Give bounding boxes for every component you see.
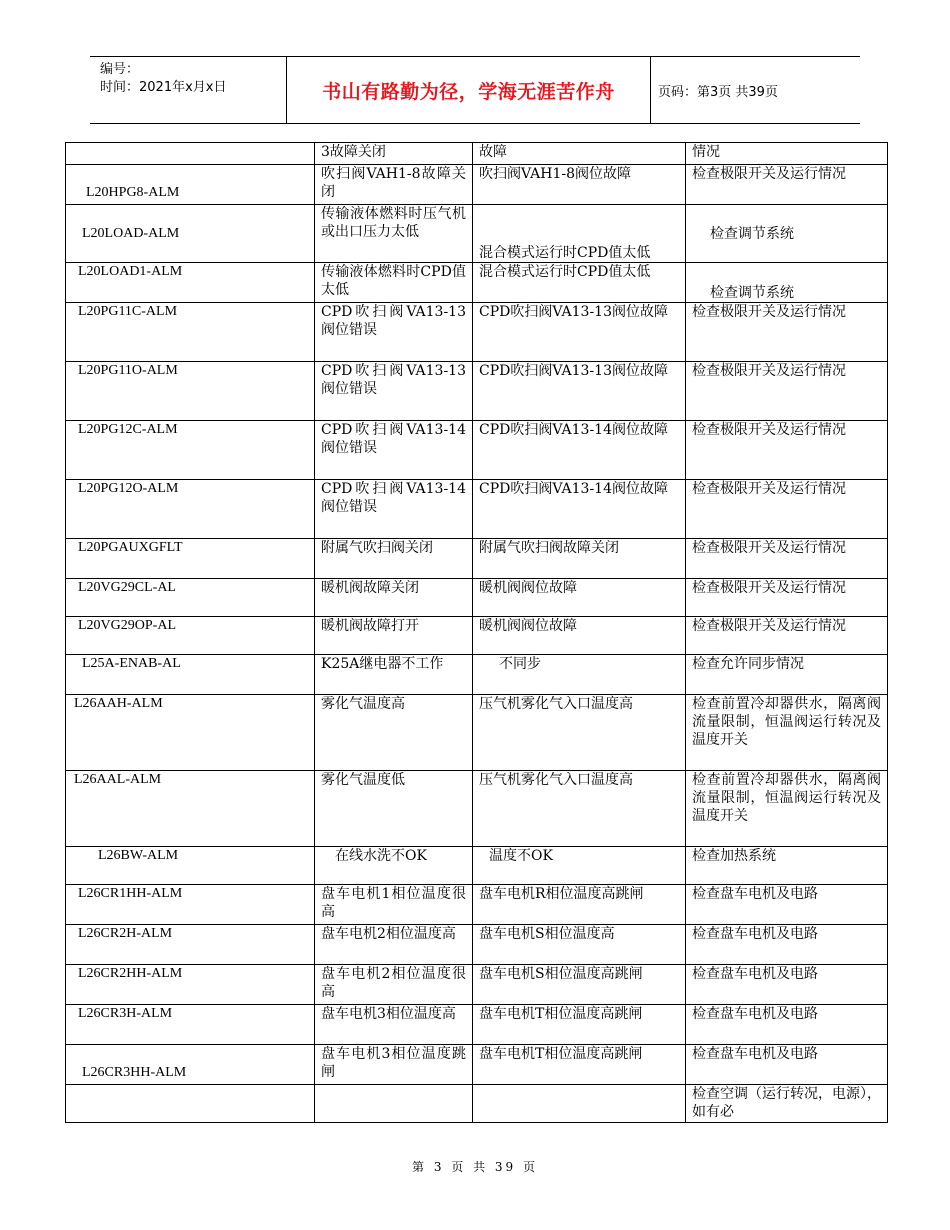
alarm-code-cell: L26CR1HH-ALM [66,885,315,925]
alarm-action-cell: 检查盘车电机及电路 [686,925,888,965]
alarm-cause-cell: 盘车电机S相位温度高跳闸 [473,965,686,1005]
table-row [66,205,888,263]
table-row [66,885,888,925]
table-row [66,1085,888,1123]
alarm-code-cell: L26CR3HH-ALM [66,1045,315,1085]
table-row [66,965,888,1005]
table-row [66,695,888,771]
alarm-action-cell: 检查极限开关及运行情况 [686,303,888,362]
table-row [66,263,888,303]
table-row [66,303,888,362]
alarm-description-cell: K25A继电器不工作 [315,655,473,695]
alarm-description-cell: 雾化气温度高 [315,695,473,771]
alarm-cause-cell: 盘车电机S相位温度高 [473,925,686,965]
alarm-action-cell: 检查极限开关及运行情况 [686,421,888,480]
time-label: 时间：2021年x月x日 [100,80,227,95]
page-footer [0,1158,950,1175]
alarm-description-cell: 盘车电机3相位温度高 [315,1005,473,1045]
alarm-code-cell: L20PG11O-ALM [66,362,315,421]
alarm-action-cell: 检查前置冷却器供水，隔离阀流量限制，恒温阀运行转况及温度开关 [686,771,888,847]
alarm-action-cell: 检查极限开关及运行情况 [686,362,888,421]
header-motto: 书山有路勤为径，学海无涯苦作舟 [322,80,615,103]
alarm-cause-cell: CPD吹扫阀VA13-14阀位故障 [473,421,686,480]
alarm-action-cell: 检查极限开关及运行情况 [686,617,888,655]
alarm-cause-cell: 压气机雾化气入口温度高 [473,695,686,771]
alarm-table [65,142,888,1123]
alarm-code-cell: L20LOAD-ALM [66,205,315,263]
alarm-action-cell: 检查盘车电机及电路 [686,1005,888,1045]
alarm-code-cell: L20HPG8-ALM [66,165,315,205]
alarm-action-cell: 检查调节系统 [686,205,888,263]
alarm-code-cell: L26AAL-ALM [66,771,315,847]
alarm-action-cell: 检查调节系统 [686,263,888,303]
table-row [66,165,888,205]
table-row [66,421,888,480]
alarm-cause-cell: 吹扫阀VAH1-8阀位故障 [473,165,686,205]
alarm-cause-cell: CPD吹扫阀VA13-14阀位故障 [473,480,686,539]
alarm-cause-cell: CPD吹扫阀VA13-13阀位故障 [473,362,686,421]
header-meta [100,61,226,97]
alarm-code-cell: L20VG29CL-AL [66,579,315,617]
alarm-cause-cell: 混合模式运行时CPD值太低 [473,263,686,303]
alarm-description-cell: 3故障关闭 [315,143,473,165]
alarm-action-cell: 检查极限开关及运行情况 [686,579,888,617]
alarm-description-cell: 雾化气温度低 [315,771,473,847]
header-page-number: 页码：第3页 共39页 [658,84,778,100]
table-row [66,655,888,695]
alarm-action-cell: 检查盘车电机及电路 [686,1045,888,1085]
alarm-action-cell: 检查空调（运行转况，电源），如有必 [686,1085,888,1123]
table-row [66,771,888,847]
serial-label: 编号： [100,62,140,77]
alarm-code-cell: L25A-ENAB-AL [66,655,315,695]
alarm-action-cell: 检查允许同步情况 [686,655,888,695]
alarm-cause-cell: 盘车电机T相位温度高跳闸 [473,1005,686,1045]
alarm-cause-cell [473,1085,686,1123]
table-row [66,1005,888,1045]
alarm-cause-cell: 不同步 [473,655,686,695]
alarm-code-cell: L20PG12C-ALM [66,421,315,480]
alarm-description-cell [315,1085,473,1123]
alarm-description-cell: CPD吹扫阀VA13-14阀位错误 [315,421,473,480]
alarm-description-cell: 盘车电机3相位温度跳闸 [315,1045,473,1085]
alarm-action-cell: 检查加热系统 [686,847,888,885]
alarm-code-cell [66,143,315,165]
table-row [66,539,888,579]
table-row [66,1045,888,1085]
alarm-code-cell: L26CR2HH-ALM [66,965,315,1005]
alarm-action-cell: 检查盘车电机及电路 [686,965,888,1005]
table-row [66,143,888,165]
alarm-code-cell: L20VG29OP-AL [66,617,315,655]
alarm-description-cell: 盘车电机2相位温度高 [315,925,473,965]
alarm-cause-cell: 压气机雾化气入口温度高 [473,771,686,847]
table-row [66,925,888,965]
alarm-cause-cell: 混合模式运行时CPD值太低 [473,205,686,263]
alarm-action-cell: 情况 [686,143,888,165]
alarm-code-cell: L20PGAUXGFLT [66,539,315,579]
alarm-description-cell: CPD吹扫阀VA13-13阀位错误 [315,362,473,421]
alarm-action-cell: 检查极限开关及运行情况 [686,480,888,539]
alarm-cause-cell: 温度不OK [473,847,686,885]
alarm-description-cell: CPD吹扫阀VA13-13阀位错误 [315,303,473,362]
alarm-cause-cell: CPD吹扫阀VA13-13阀位故障 [473,303,686,362]
alarm-description-cell: 附属气吹扫阀关闭 [315,539,473,579]
alarm-cause-cell: 故障 [473,143,686,165]
alarm-code-cell: L26AAH-ALM [66,695,315,771]
alarm-action-cell: 检查极限开关及运行情况 [686,165,888,205]
page-header [90,56,860,124]
alarm-cause-cell: 附属气吹扫阀故障关闭 [473,539,686,579]
alarm-cause-cell: 暖机阀阀位故障 [473,579,686,617]
alarm-action-cell: 检查极限开关及运行情况 [686,539,888,579]
alarm-description-cell: 吹扫阀VAH1-8故障关闭 [315,165,473,205]
alarm-description-cell: 传输液体燃料时压气机或出口压力太低 [315,205,473,263]
alarm-cause-cell: 盘车电机T相位温度高跳闸 [473,1045,686,1085]
alarm-code-cell: L20LOAD1-ALM [66,263,315,303]
alarm-code-cell: L26CR3H-ALM [66,1005,315,1045]
table-row [66,579,888,617]
alarm-code-cell: L26BW-ALM [66,847,315,885]
alarm-code-cell [66,1085,315,1123]
alarm-action-cell: 检查前置冷却器供水，隔离阀流量限制，恒温阀运行转况及温度开关 [686,695,888,771]
alarm-description-cell: 盘车电机2相位温度很高 [315,965,473,1005]
alarm-code-cell: L20PG12O-ALM [66,480,315,539]
alarm-code-cell: L26CR2H-ALM [66,925,315,965]
table-row [66,847,888,885]
alarm-code-cell: L20PG11C-ALM [66,303,315,362]
alarm-action-cell: 检查盘车电机及电路 [686,885,888,925]
alarm-description-cell: 在线水洗不OK [315,847,473,885]
alarm-cause-cell: 盘车电机R相位温度高跳闸 [473,885,686,925]
table-row [66,480,888,539]
alarm-cause-cell: 暖机阀阀位故障 [473,617,686,655]
alarm-description-cell: CPD吹扫阀VA13-14阀位错误 [315,480,473,539]
alarm-description-cell: 暖机阀故障关闭 [315,579,473,617]
alarm-description-cell: 传输液体燃料时CPD值太低 [315,263,473,303]
table-row [66,617,888,655]
table-row [66,362,888,421]
alarm-description-cell: 盘车电机1相位温度很高 [315,885,473,925]
alarm-description-cell: 暖机阀故障打开 [315,617,473,655]
footer-page-number: 第 3 页 共 39 页 [412,1160,538,1174]
